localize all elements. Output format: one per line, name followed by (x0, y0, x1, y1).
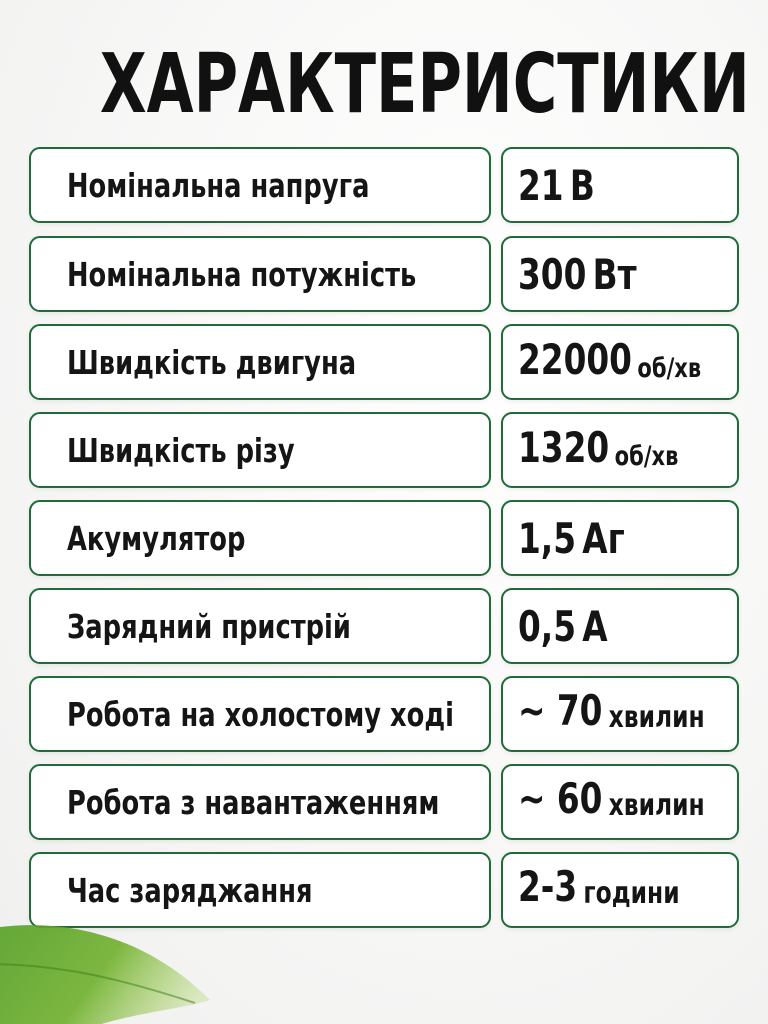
spec-value-cell (501, 147, 739, 223)
spec-label: Номінальна потужність (67, 254, 417, 294)
spec-label-cell (29, 676, 491, 752)
spec-label-cell (29, 324, 491, 400)
spec-unit: А (582, 601, 608, 651)
spec-value: 1,5 (518, 513, 577, 563)
spec-value: 21 (518, 160, 564, 210)
spec-value-cell (501, 764, 739, 840)
spec-value: 0,5 (518, 601, 577, 651)
spec-unit: Аг (582, 513, 625, 563)
spec-label-cell (29, 500, 491, 576)
spec-unit: об/хв (614, 441, 679, 472)
spec-value-cell (501, 500, 739, 576)
spec-label-cell (29, 764, 491, 840)
spec-label-cell (29, 147, 491, 223)
spec-value: ~ 60 (518, 774, 603, 823)
spec-label: Робота з навантаженням (67, 782, 440, 822)
spec-unit: В (569, 160, 595, 210)
spec-label: Швидкість різу (67, 430, 295, 470)
leaf-decoration (0, 905, 250, 1024)
page-title: ХАРАКТЕРИСТИКИ (99, 37, 750, 132)
spec-label: Час заряджання (67, 870, 313, 910)
spec-value: ~ 70 (518, 686, 603, 735)
spec-value: 2-3 (518, 862, 578, 911)
spec-value-cell (501, 676, 739, 752)
spec-value-cell (501, 412, 739, 488)
spec-unit: об/хв (637, 353, 702, 384)
spec-label: Номінальна напруга (67, 165, 370, 205)
spec-label: Робота на холостому ході (67, 694, 454, 734)
spec-unit: хвилин (608, 700, 705, 735)
spec-label: Акумулятор (67, 518, 246, 558)
spec-unit: Вт (592, 249, 637, 299)
spec-value-cell (501, 324, 739, 400)
spec-label: Зарядний пристрій (67, 606, 351, 646)
spec-value-cell (501, 236, 739, 312)
spec-value-cell (501, 852, 739, 928)
spec-value: 300 (518, 249, 587, 299)
spec-label-cell (29, 236, 491, 312)
spec-unit: хвилин (608, 788, 705, 823)
spec-value: 22000 (518, 335, 632, 384)
spec-label-cell (29, 412, 491, 488)
spec-value: 1320 (518, 423, 610, 472)
spec-label-cell (29, 588, 491, 664)
spec-label: Швидкість двигуна (67, 342, 357, 382)
spec-unit: години (583, 876, 680, 911)
spec-value-cell (501, 588, 739, 664)
